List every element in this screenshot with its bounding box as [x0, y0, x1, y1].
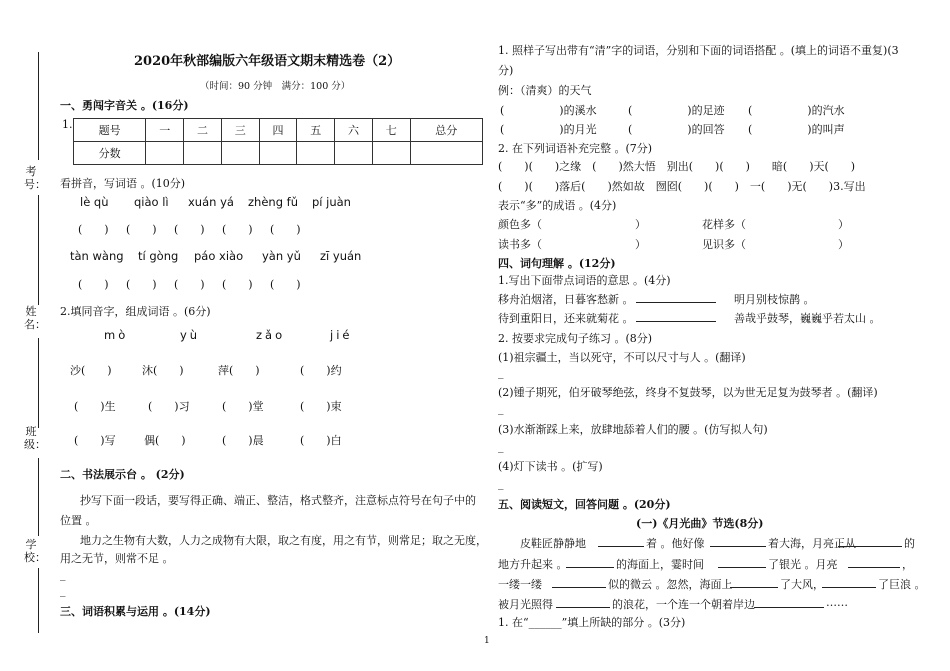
- passage-text: 了巨浪 。: [878, 578, 926, 591]
- idiom-label: 颜色多（: [498, 218, 542, 231]
- table-cell: 题号: [74, 119, 146, 142]
- idiom-label: 读书多（: [498, 238, 542, 251]
- pinyin-item: pí juàn: [312, 195, 351, 209]
- fill-blank[interactable]: [848, 556, 900, 568]
- question-label: 1.写出下面带点词语的意思 。(4分): [498, 274, 671, 287]
- answer-blank[interactable]: ( ): [126, 223, 157, 236]
- pinyin-item: tí gòng: [138, 249, 179, 263]
- homophone-blank[interactable]: ( )晨: [222, 434, 264, 447]
- pinyin-item: páo xiào: [194, 249, 244, 263]
- passage-text: 被月光照得: [498, 598, 553, 611]
- idiom-blanks[interactable]: ( )( )之缘 ( )然大悟 别出( )( ) 暗( )天( ): [498, 160, 856, 173]
- answer-blank[interactable]: ( ): [174, 223, 205, 236]
- pinyin-item: lè qù: [80, 195, 109, 209]
- answer-line[interactable]: _: [498, 366, 504, 379]
- match-blank[interactable]: ( )的汽水: [748, 104, 845, 117]
- writing-blank[interactable]: _: [60, 568, 66, 581]
- score-input-cell[interactable]: [221, 142, 259, 165]
- score-input-cell[interactable]: [297, 142, 335, 165]
- score-input-cell[interactable]: [410, 142, 482, 165]
- poem-line: 待到重阳日，还来就菊花 。: [498, 312, 634, 325]
- idiom-blanks[interactable]: ( )( )落后( )然如故 囫囵( )( ) 一( )无( )3.写出: [498, 180, 866, 193]
- question-text: 1. 在“______”填上所缺的部分 。(3分): [498, 616, 686, 629]
- table-cell: 七: [372, 119, 410, 142]
- homophone-blank[interactable]: ( )束: [300, 400, 342, 413]
- fill-blank[interactable]: [598, 535, 644, 547]
- answer-blank[interactable]: ( ): [270, 278, 301, 291]
- pinyin-item: tàn wàng: [70, 249, 124, 263]
- fill-blank[interactable]: [552, 576, 606, 588]
- homophone-blank[interactable]: 沙( ): [70, 364, 112, 377]
- sidebar-line: [38, 458, 39, 536]
- passage-text: 一缕一缕: [498, 578, 542, 591]
- passage-text: 的: [904, 537, 915, 550]
- meaning-blank[interactable]: [636, 291, 716, 303]
- fill-blank[interactable]: [556, 596, 610, 608]
- pinyin-item: yù: [180, 328, 201, 342]
- pinyin-item: zī yuán: [320, 249, 362, 263]
- fill-blank[interactable]: [822, 576, 876, 588]
- score-table: [73, 118, 483, 165]
- homophone-blank[interactable]: 沐( ): [142, 364, 184, 377]
- fill-blank[interactable]: [718, 556, 766, 568]
- answer-blank[interactable]: ( ): [174, 278, 205, 291]
- poem-line: 移舟泊烟渚，日暮客愁新 。: [498, 293, 634, 306]
- section-heading-4: 四、词句理解 。(12分): [498, 257, 616, 270]
- sidebar-label-class: 班级：: [24, 425, 46, 451]
- fill-blank[interactable]: [838, 535, 902, 547]
- passage-text: 了大风，: [780, 578, 824, 591]
- answer-line[interactable]: _: [498, 440, 504, 453]
- pinyin-item: xuán yá: [188, 195, 234, 209]
- answer-line[interactable]: _: [498, 402, 504, 415]
- poem-line: 善哉乎鼓琴，巍巍乎若太山 。: [734, 312, 881, 325]
- exam-meta: （时间：90 分钟 满分：100 分）: [200, 81, 351, 92]
- sidebar-line: [38, 195, 39, 305]
- question-label: 看拼音，写词语 。(10分): [60, 177, 186, 190]
- idiom-label: ）: [635, 218, 646, 231]
- answer-blank[interactable]: ( ): [126, 278, 157, 291]
- table-cell: 四: [259, 119, 297, 142]
- sidebar-label-name: 姓名：: [24, 305, 46, 331]
- answer-blank[interactable]: ( ): [222, 278, 253, 291]
- question-label: 表示“多”的成语 。(4分): [498, 199, 617, 212]
- question-label: 2. 在下列词语补充完整 。(7分): [498, 142, 653, 155]
- section-heading-2: 二、书法展示台 。 (2分): [60, 468, 185, 481]
- answer-blank[interactable]: ( ): [222, 223, 253, 236]
- match-blank[interactable]: ( )的月光: [500, 123, 597, 136]
- sentence-task: (2)锺子期死，伯牙破琴绝弦，终身不复鼓琴，以为世无足复为鼓琴者 。(翻译): [498, 386, 878, 399]
- pinyin-item: yàn yǔ: [262, 249, 301, 263]
- answer-line[interactable]: _: [498, 477, 504, 490]
- section-heading-1: 一、勇闯字音关 。(16分): [60, 99, 189, 112]
- fill-blank[interactable]: [566, 556, 614, 568]
- pinyin-item: jié: [330, 328, 353, 342]
- homophone-blank[interactable]: ( )习: [148, 400, 190, 413]
- score-input-cell[interactable]: [259, 142, 297, 165]
- score-input-cell[interactable]: [146, 142, 184, 165]
- passage-text: 地方升起来 。: [498, 558, 568, 571]
- fill-blank[interactable]: [710, 535, 766, 547]
- example-text: 例：（清爽）的天气: [498, 84, 592, 97]
- idiom-label: ）: [635, 238, 646, 251]
- homophone-blank[interactable]: ( )写: [74, 434, 116, 447]
- instruction-text: 抄写下面一段话，要写得正确、端正、整洁，格式整齐，注意标点符号在句子中的: [80, 494, 476, 507]
- table-cell: 六: [335, 119, 373, 142]
- idiom-label: 花样多（: [702, 218, 746, 231]
- table-cell: 分数: [74, 142, 146, 165]
- answer-blank[interactable]: ( ): [270, 223, 301, 236]
- passage-text: 的浪花，一个连一个朝着岸边: [612, 598, 755, 611]
- page-number: 1: [484, 636, 490, 646]
- table-cell: 一: [146, 119, 184, 142]
- passage-text: 着大海，月亮正从: [768, 537, 856, 550]
- idiom-label: 见识多（: [702, 238, 746, 251]
- question-text: 1. 照样子写出带有“清”字的词语，分别和下面的词语搭配 。(填上的词语不重复)(3: [498, 44, 899, 57]
- passage-text: ……: [826, 596, 848, 609]
- passage-text: 地力之生物有大数，人力之成物有大限，取之有度，用之有节，则常足；取之无度，: [80, 534, 487, 547]
- question-label: 2.填同音字，组成词语 。(6分): [60, 305, 211, 318]
- passage-text: 用之无节，则常不足 。: [60, 552, 174, 565]
- table-cell: 三: [221, 119, 259, 142]
- table-row: [74, 142, 483, 165]
- homophone-blank[interactable]: ( )堂: [222, 400, 264, 413]
- idiom-label: ）: [838, 238, 849, 251]
- question-marker: 1.: [62, 118, 73, 131]
- homophone-blank[interactable]: ( )约: [300, 364, 342, 377]
- homophone-blank[interactable]: 萍( ): [218, 364, 260, 377]
- homophone-blank[interactable]: ( )白: [300, 434, 342, 447]
- passage-text: 皮鞋匠静静地: [520, 537, 586, 550]
- sentence-task: (1)祖宗疆土，当以死守，不可以尺寸与人 。(翻译): [498, 351, 746, 364]
- match-blank[interactable]: ( )的足迹: [628, 104, 725, 117]
- match-blank[interactable]: ( )的溪水: [500, 104, 597, 117]
- section-heading-5: 五、阅读短文，回答问题 。(20分): [498, 498, 671, 511]
- pinyin-item: zǎo: [256, 328, 286, 342]
- poem-line: 明月别枝惊鹊 。: [734, 293, 815, 306]
- idiom-label: ）: [838, 218, 849, 231]
- passage-text: 的海面上，霎时间: [616, 558, 704, 571]
- fill-blank[interactable]: [730, 576, 778, 588]
- answer-blank[interactable]: ( ): [78, 278, 109, 291]
- sidebar-line: [38, 52, 39, 160]
- question-label: 2. 按要求完成句子练习 。(8分): [498, 332, 653, 345]
- reading-sub-heading: (一)《月光曲》节选(8分): [636, 517, 764, 530]
- match-blank[interactable]: ( )的回答: [628, 123, 725, 136]
- sentence-task: (3)水渐渐踩上来，放肆地舔着人们的腰 。(仿写拟人句): [498, 423, 768, 436]
- table-cell: 总分: [410, 119, 482, 142]
- match-blank[interactable]: ( )的叫声: [748, 123, 845, 136]
- table-cell: 二: [184, 119, 222, 142]
- passage-text: 似的微云 。忽然，海面上: [608, 578, 733, 591]
- question-text: 分): [498, 64, 514, 77]
- homophone-blank[interactable]: 偶( ): [144, 434, 186, 447]
- passage-text: 着 。他好像: [646, 537, 705, 550]
- sidebar-line: [38, 568, 39, 633]
- pinyin-item: mò: [104, 328, 129, 342]
- table-cell: 五: [297, 119, 335, 142]
- instruction-text: 位置 。: [60, 514, 97, 527]
- score-input-cell[interactable]: [372, 142, 410, 165]
- pinyin-item: qiào lì: [134, 195, 169, 209]
- sidebar-line: [38, 338, 39, 428]
- sidebar-label-exam-number: 考号：: [24, 165, 46, 191]
- meaning-blank[interactable]: [636, 310, 716, 322]
- writing-blank[interactable]: _: [60, 584, 66, 597]
- pinyin-item: zhèng fǔ: [248, 195, 298, 209]
- section-heading-3: 三、词语积累与运用 。(14分): [60, 605, 211, 618]
- score-input-cell[interactable]: [184, 142, 222, 165]
- passage-text: ，: [902, 558, 913, 571]
- sentence-task: (4)灯下读书 。(扩写): [498, 460, 603, 473]
- page-title: 2020年秋部编版六年级语文期末精选卷（2）: [134, 54, 401, 69]
- fill-blank[interactable]: [754, 596, 824, 608]
- table-row: [74, 119, 483, 142]
- answer-blank[interactable]: ( ): [78, 223, 109, 236]
- score-input-cell[interactable]: [335, 142, 373, 165]
- homophone-blank[interactable]: ( )生: [74, 400, 116, 413]
- sidebar-label-school: 学校：: [24, 538, 46, 564]
- passage-text: 了银光 。月亮: [768, 558, 838, 571]
